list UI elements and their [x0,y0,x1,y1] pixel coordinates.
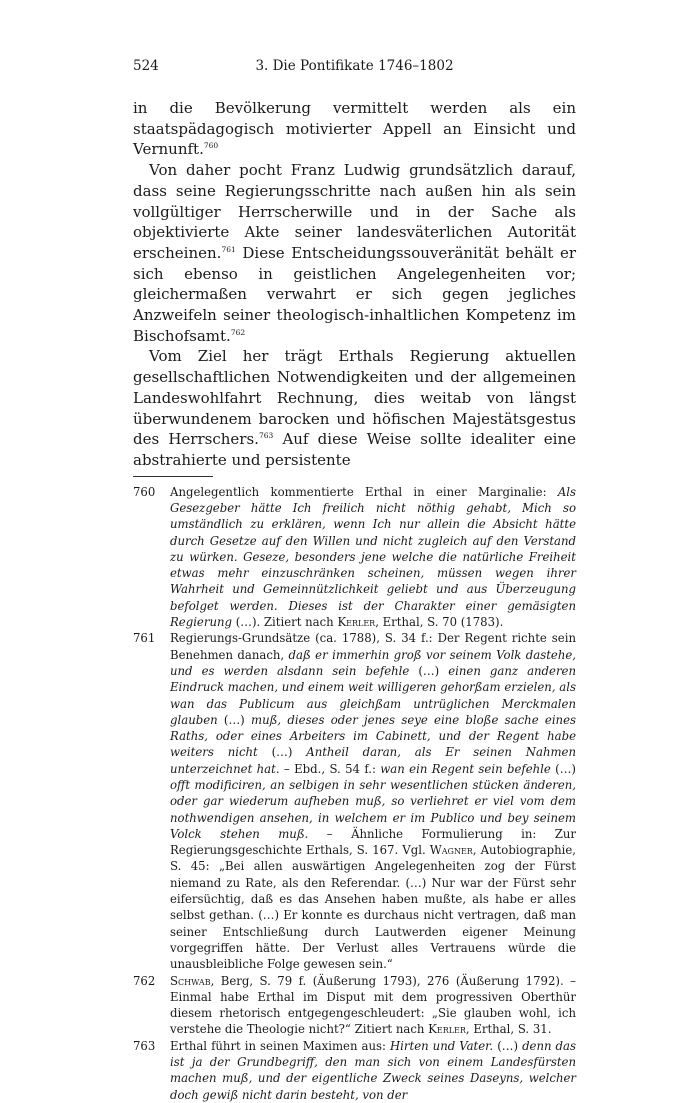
running-title: 3. Die Pontifikate 1746–1802 [255,58,454,74]
author-name: Kerler [428,1022,466,1037]
text-run: Erthal führt in seinen Maximen aus: [170,1038,390,1053]
italic-quote: offt modificiren, an selbigen in sehr wesentlichen stücken änderen, oder gar wiederum aufheben muß, so verliehret er viel vom dem nothwendigen ansehen, in welchem er im Publico und bey seinem Volck stehen muß. [170,778,576,841]
text-run: Angelegentlich kommentierte Erthal in einer Marginalie: [170,484,558,499]
footnote-number: 761 [133,631,156,646]
author-name: Schwab [170,973,211,988]
footnote-number: 762 [133,973,156,988]
text-run: (…) [217,712,252,727]
footnote-ref: 763 [258,431,274,441]
text-run: (…) [493,1038,523,1053]
italic-quote: muß, dieses oder jenes seye eine bloße sache eines Raths, oder eines Arbeiters im Cabinett, und der Regent habe weiters nicht [170,712,576,760]
text-run: , Autobiographie, S. 45: „Bei allen auswärtigen Angelegenheiten zog der Fürst niemand zu Rate, als den Referendar. (…) Nur war der Fürst sehr eifersüchtig, daß es das Ansehen haben mußte, als habe er alles selbst gethan. (…) Er konnte es durchaus nicht vertragen, daß man seiner Entschließung durch Lautwerden eigener Meinung vorgegriffen hätte. Der Verlust alles Vertrauens würde die unausbleibliche Folge gewesen sein.“ [170,843,576,972]
book-page [133,58,576,1103]
footnote [133,630,576,972]
footnote [133,484,576,631]
italic-quote: wan ein Regent sein befehle [380,761,551,776]
text-run: Auf diese Weise sollte idealiter eine abstrahierte und persistente [133,430,576,469]
page-header [133,58,576,80]
text-run: , Erthal, S. 31. [465,1022,552,1037]
paragraph [133,98,576,160]
footnote-ref: 762 [230,327,246,337]
footnote-ref: 761 [221,244,236,254]
text-run: Von daher pocht Franz Ludwig grundsätzlich darauf, dass seine Regierungsschritte nach außen hin als sein vollgültiger Herrscherwille und in der Sache als objektivierte Akte seiner landesväterlichen Autorität erscheinen. [133,161,576,262]
footnote [133,1038,576,1103]
text-run: – Ebd., S. 54 f.: [279,761,381,776]
body-text [133,98,576,471]
text-run: (…) [409,663,449,678]
italic-quote: daß er immerhin groß vor seinem Volk dastehe, und es werden alsdann sein befehle [170,647,576,678]
italic-quote: Antheil daran, als Er seinen Nahmen unterzeichnet hat. [170,745,576,776]
footnote [133,973,576,1038]
page-number: 524 [133,58,159,74]
footnote-number: 763 [133,1038,156,1053]
text-run: (…) [257,745,307,760]
text-run: – Ähnliche Formulierung in: Zur Regierungsgeschichte Erthals, S. 167. Vgl. [170,826,576,858]
author-name: Kerler [337,615,376,630]
text-run: (…) [550,761,576,776]
paragraph [133,160,576,346]
footnote-ref: 760 [203,141,219,151]
text-run: (…). Zitiert nach [231,615,338,630]
footnote-separator [133,476,213,477]
text-run: , Berg, S. 79 f. (Äußerung 1793), 276 (Äußerung 1792). – Einmal habe Erthal im Disput mit dem progressiven Oberthür diesem rhetorisch entgegengeschleudert: „Sie glauben wohl, ich verstehe die Theologie nicht?“ Zitiert nach [170,973,576,1037]
italic-quote: Hirten und Vater. [389,1038,494,1053]
text-run: Vom Ziel her trägt Erthals Regierung aktuellen gesellschaftlichen Notwendigkeiten und der allgemeinen Landeswohlfahrt Rechnung, dies weitab von längst überwundenem barocken und höfischen Majestätsgestus des Herrschers. [133,347,576,449]
italic-quote: einen ganz anderen Eindruck machen, und einem weit willigeren gehorßam erzielen, als wan das Publicum aus gleichßam untrüglichen Merckmalen glauben [170,663,576,727]
footnote-number: 760 [133,484,156,499]
italic-quote: denn das ist ja der Grundbegriff, den man sich von einem Landesfürsten machen muß, und der eigentliche Zweck seines Daseyns, welcher doch gewiß nicht darin besteht, von der [170,1038,576,1102]
author-name: Wagner [429,843,473,858]
paragraph [133,346,576,470]
text-run: in die Bevölkerung vermittelt werden als ein staatspädagogisch motivierter Appell an Einsicht und Vernunft. [133,99,576,159]
footnotes [133,484,576,1103]
text-run: Regierungs-Grundsätze (ca. 1788), S. 34 f.: Der Regent richte sein Benehmen danach, [170,631,576,662]
text-run: Diese Entscheidungssouveränität behält er sich ebenso in geistlichen Angelegenheiten vor; gleichermaßen verwahrt er sich gegen jegliches Anzweifeln seiner theologisch-inhaltlichen Kompetenz im Bischofsamt. [133,243,576,345]
text-run: , Erthal, S. 70 (1783). [375,615,504,630]
italic-quote: Als Gesezgeber hätte Ich freilich nicht nöthig gehabt, Mich so umständlich zu erklären, wenn Ich nur allein die Absicht hätte durch Gesetze auf den Willen und nicht zugleich auf den Verstand zu würken. Geseze, besonders jene welche die natürliche Freiheit etwas mehr einzuschränken scheinen, müssen wegen ihrer Wahrheit und Gemeinnützlichkeit geliebt und aus Überzeugung befolget werden. Dieses ist der Charakter einer gemäsigten Regierung [170,484,576,630]
